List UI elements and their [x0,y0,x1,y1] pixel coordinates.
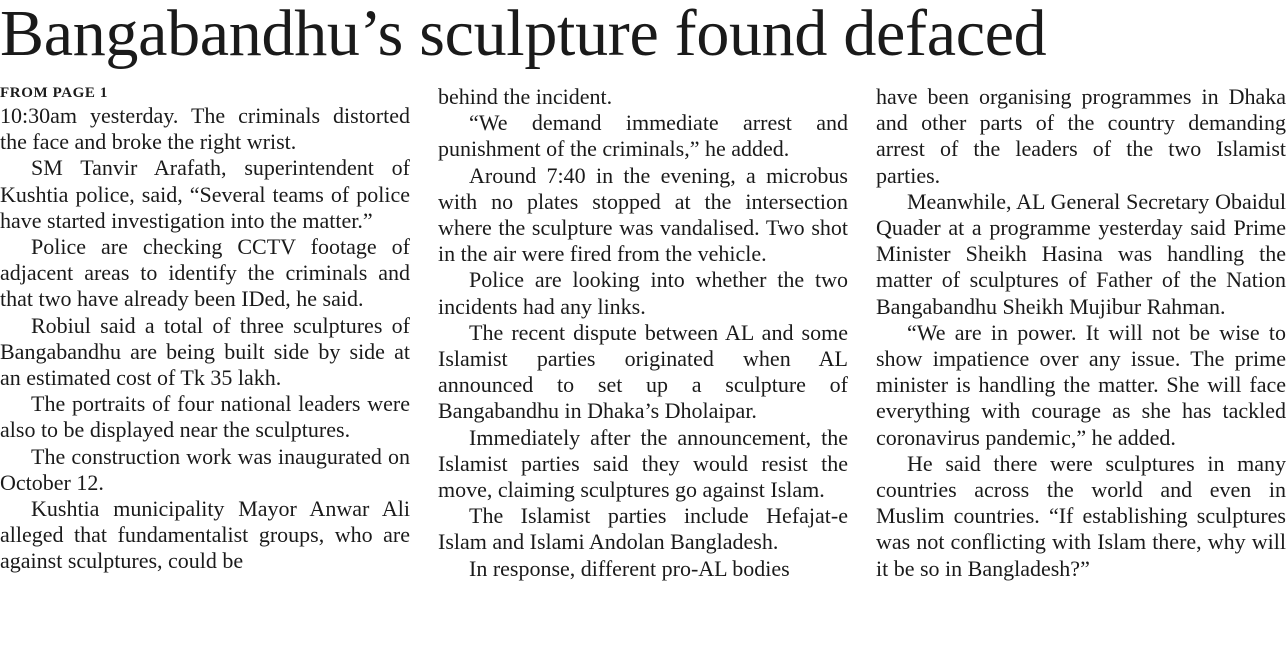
paragraph: Police are looking into whether the two incidents had any links. [438,267,848,319]
paragraph: Around 7:40 in the evening, a microbus with no plates stopped at the intersection where the sculpture was vandalised. Two shot in the air were fired from the vehicle. [438,162,848,267]
paragraph: “We demand immediate arrest and punishment of the criminals,” he added. [438,110,848,162]
paragraph: SM Tanvir Arafath, superintendent of Kushtia police, said, “Several teams of police have started investigation into the matter.” [0,155,410,233]
paragraph: The Islamist parties include Hefajat-e Islam and Islami Andolan Bangladesh. [438,503,848,555]
paragraph: The construction work was inaugurated on October 12. [0,443,410,495]
paragraph: Kushtia municipality Mayor Anwar Ali alleged that fundamentalist groups, who are against sculptures, could be [0,496,410,574]
paragraph: have been organising programmes in Dhaka and other parts of the country demanding arrest of the leaders of the two Islamist parties. [876,84,1286,188]
paragraph: Meanwhile, AL General Secretary Obaidul Quader at a programme yesterday said Prime Minister Sheikh Hasina was handling the matter of sculptures of Father of the Nation Bangabandhu Sheikh Mujibur Rahman. [876,188,1286,319]
paragraph: He said there were sculptures in many countries across the world and even in Muslim countries. “If establishing sculptures was not conflicting with Islam there, why will it be so in Bangladesh?” [876,450,1286,581]
paragraph: The portraits of four national leaders were also to be displayed near the sculptures. [0,391,410,443]
paragraph: Immediately after the announcement, the Islamist parties said they would resist the move, claiming sculptures go against Islam. [438,424,848,503]
continuation-kicker: FROM PAGE 1 [0,85,108,101]
paragraph: Police are checking CCTV footage of adjacent areas to identify the criminals and that two have already been IDed, he said. [0,234,410,312]
paragraph: behind the incident. [438,84,613,109]
paragraph: The recent dispute between AL and some Islamist parties originated when AL announced to set up a sculpture of Bangabandhu in Dhaka’s Dholaipar. [438,319,848,424]
paragraph: Robiul said a total of three sculptures of Bangabandhu are being built side by side at an estimated cost of Tk 35 lakh. [0,312,410,391]
headline: Bangabandhu’s sculpture found defaced [0,0,1047,70]
article-column-1 [0,84,410,575]
paragraph: In response, different pro-AL bodies [469,555,790,581]
article-column-3 [876,84,1286,582]
paragraph: 10:30am yesterday. The criminals distorted the face and broke the right wrist. [0,103,410,155]
paragraph: “We are in power. It will not be wise to show impatience over any issue. The prime minister is handling the matter. She will face everything with courage as she has tackled coronavirus pandemic,” he added. [876,319,1286,450]
article-column-2 [438,84,848,582]
